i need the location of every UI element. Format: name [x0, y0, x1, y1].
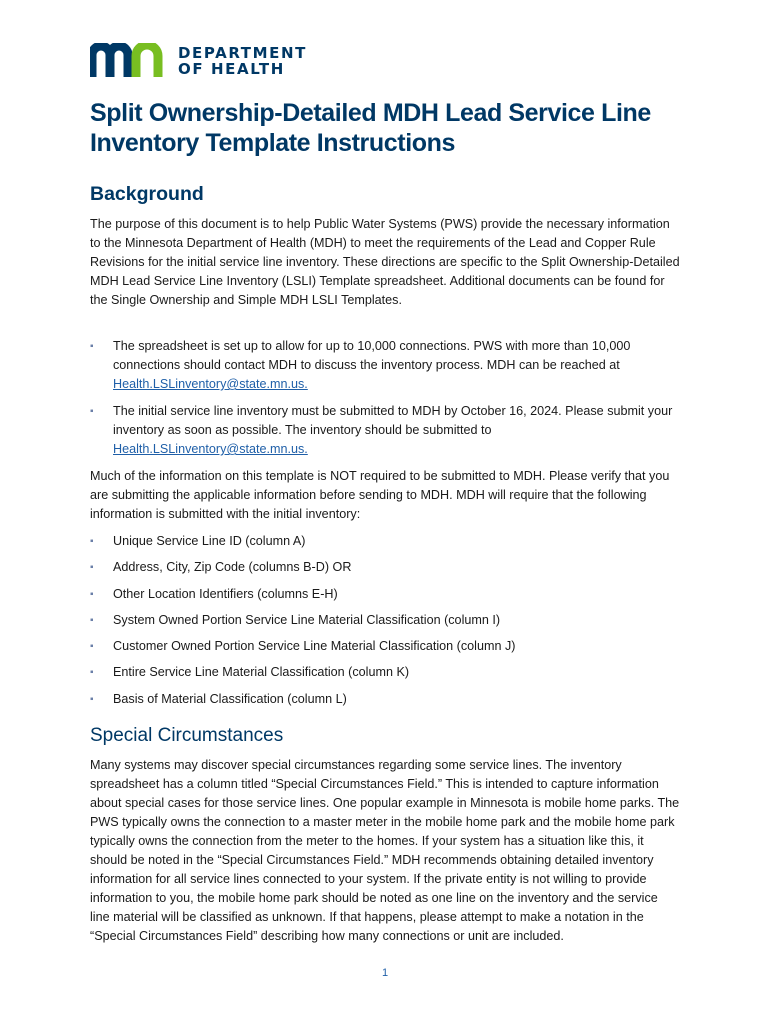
bullet-icon: ▪ [90, 406, 94, 417]
mn-logo-icon [90, 43, 168, 79]
special-circumstances-paragraph: Many systems may discover special circumstances regarding some service lines. The inventory spreadsheet has a column titled “Special Circumstances Field.” This is intended to capture information about special cases for those service lines. One popular example in Minnesota is mobile home parks. The PWS typically owns the connection to a master meter in the mobile home park and the mobile home park typically owns the connection from the meter to the homes. If your system has a situation like this, it should be noted in the “Special Circumstances Field.” MDH recommends obtaining detailed inventory information for all service lines connected to your system. If the private entity is not willing to provide information to you, the mobile home park should be noted as one line on the inventory and the service line material will be classified as unknown. If that happens, please attempt to make a notation in the “Special Circumstances Field” describing how many connections or unit are included. [90, 758, 680, 943]
required-item-text: Entire Service Line Material Classification (column K) [113, 665, 410, 680]
logo-line-1: DEPARTMENT [178, 44, 307, 62]
required-intro-paragraph: Much of the information on this template is NOT required to be submitted to MDH. Please verify that you are submitting the applicable information before sending to MDH. MDH will require that the following information is submitted with the initial inventory: [90, 469, 670, 521]
email-link-1[interactable]: Health.LSLinventory@state.mn.us. [113, 377, 308, 391]
intro-paragraph: The purpose of this document is to help Public Water Systems (PWS) provide the necessary information to the Minnesota Department of Health (MDH) to meet the requirements of the Lead and Copper Rule Revisions for the initial service line inventory. These directions are specific to the Split Ownership-Detailed MDH Lead Service Line Inventory (LSLI) Template spreadsheet. Additional documents can be found for the Single Ownership and Simple MDH LSLI Templates. [90, 217, 680, 307]
bullet-icon: ▪ [90, 641, 94, 653]
special-circumstances-heading: Special Circumstances [90, 725, 284, 746]
required-item-text: Unique Service Line ID (column A) [113, 534, 306, 548]
bullet-icon: ▪ [90, 614, 94, 626]
info-bullet-1-text: The spreadsheet is set up to allow for up to 10,000 connections. PWS with more than 10,000 connections should contact MDH to discuss the inventory process. MDH can be reached at [113, 339, 631, 372]
bullet-icon: ▪ [90, 588, 94, 600]
required-item [90, 532, 680, 551]
required-intro-block [90, 467, 680, 524]
required-item [90, 637, 680, 656]
required-item-text: Other Location Identifiers (columns E-H) [113, 586, 338, 601]
page-number: 1 [381, 967, 389, 979]
info-bullet-2-text: The initial service line inventory must be submitted to MDH by October 16, 2024. Please submit your inventory as soon as possible. The inventory should be submitted to [113, 404, 673, 437]
required-items-list [90, 532, 680, 709]
logo-line-2: OF HEALTH [178, 60, 285, 78]
bullet-icon: ▪ [90, 562, 94, 574]
info-bullet-1 [90, 337, 680, 394]
document-title: Split Ownership-Detailed MDH Lead Service Line Inventory Template Instructions [90, 99, 651, 157]
info-bullets [90, 337, 680, 459]
required-item-text: Address, City, Zip Code (columns B-D) OR [113, 560, 352, 575]
email-link-2[interactable]: Health.LSLinventory@state.mn.us. [113, 442, 308, 456]
background-heading: Background [90, 183, 204, 205]
required-item-text: Basis of Material Classification (column L) [113, 691, 347, 706]
bullet-icon: ▪ [90, 667, 94, 679]
required-item [90, 663, 680, 682]
required-item [90, 585, 680, 604]
special-circumstances-section [90, 724, 680, 748]
required-item [90, 611, 680, 630]
bullet-icon: ▪ [90, 693, 94, 705]
bullet-icon: ▪ [90, 341, 94, 352]
special-circumstances-block [90, 756, 680, 946]
required-item-text: Customer Owned Portion Service Line Material Classification (column J) [113, 639, 516, 654]
intro-block [90, 215, 680, 310]
info-bullet-2 [90, 402, 680, 459]
mdh-logo [90, 43, 307, 79]
bullet-icon: ▪ [90, 536, 94, 547]
required-item [90, 690, 680, 709]
required-item-text: System Owned Portion Service Line Material Classification (column I) [113, 612, 501, 627]
required-item [90, 558, 680, 577]
background-section [90, 182, 680, 206]
logo-wordmark [178, 45, 307, 77]
